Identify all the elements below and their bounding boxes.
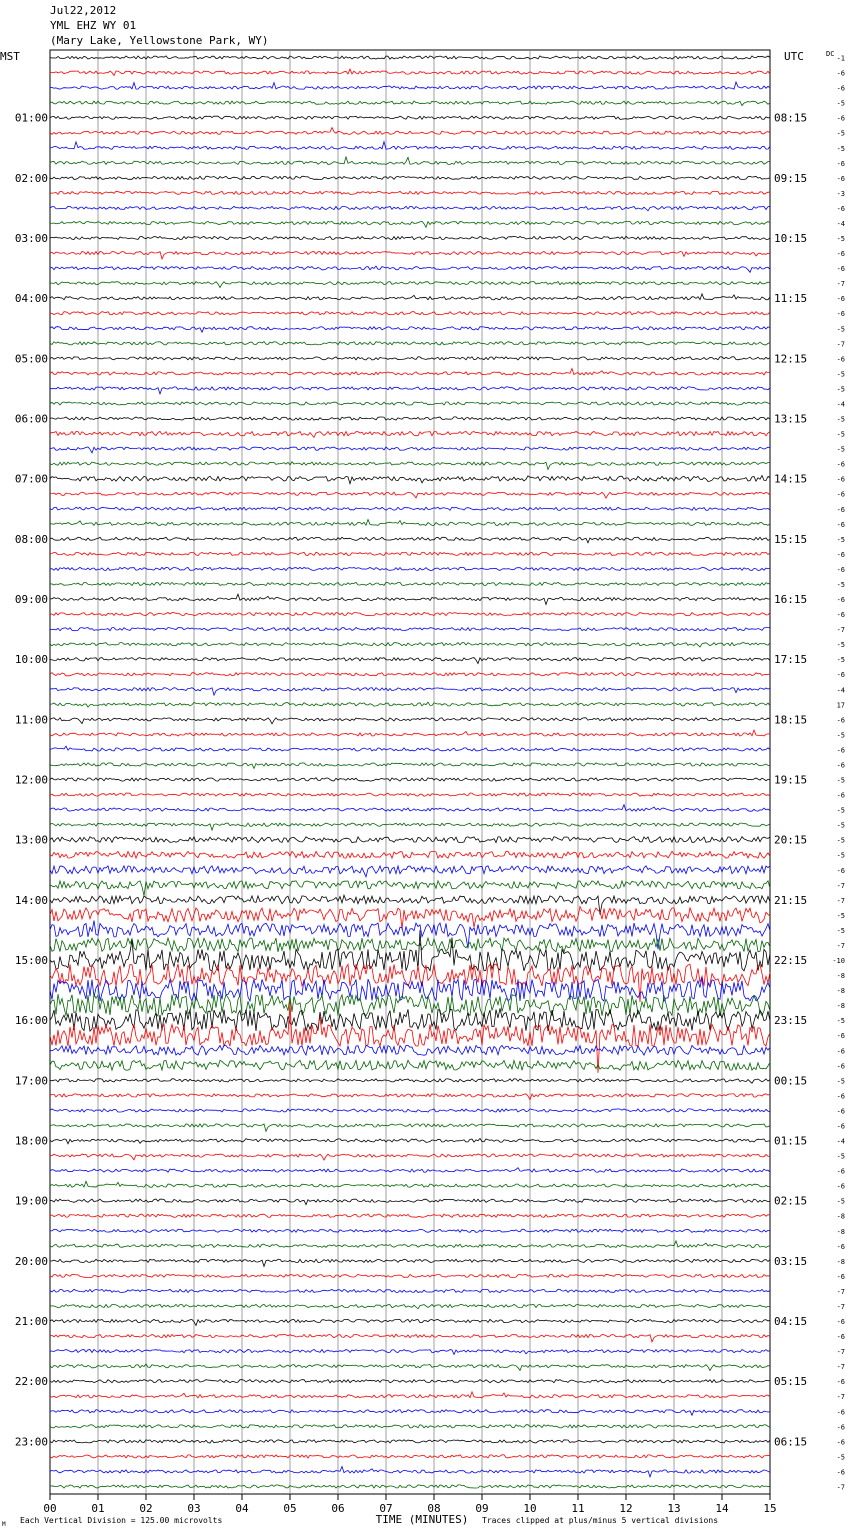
- right-hour-label: 18:15: [774, 713, 808, 727]
- seismic-trace: [50, 805, 770, 812]
- seismic-trace: [50, 866, 770, 877]
- corner-mark: M: [2, 1521, 6, 1528]
- dc-offset-label: -7: [836, 1363, 845, 1372]
- x-tick-label: 09: [475, 1502, 489, 1515]
- dc-offset-label: -6: [836, 1468, 845, 1477]
- dc-offset-label: -6: [836, 1167, 845, 1176]
- seismic-trace: [50, 417, 770, 420]
- x-tick-label: 00: [43, 1502, 57, 1515]
- dc-offset-label: -6: [836, 355, 845, 364]
- x-tick-label: 02: [139, 1502, 153, 1515]
- dc-offset-label: -5: [836, 1077, 845, 1086]
- seismic-trace: [50, 492, 770, 498]
- left-hour-label: 12:00: [14, 773, 48, 787]
- left-hour-label: 04:00: [14, 292, 48, 306]
- dc-offset-label: -5: [836, 851, 845, 860]
- left-hour-label: 07:00: [14, 472, 48, 486]
- right-hour-label: 01:15: [774, 1134, 808, 1148]
- x-tick-label: 04: [235, 1502, 249, 1515]
- dc-offset-label: -5: [836, 731, 845, 740]
- dc-offset-label: -6: [836, 250, 845, 259]
- left-hour-label: 14:00: [14, 893, 48, 907]
- seismic-trace: [50, 1455, 770, 1458]
- dc-offset-label: -6: [836, 1408, 845, 1417]
- dc-offset-label: -5: [836, 235, 845, 244]
- dc-offset-label: -5: [836, 535, 845, 544]
- seismic-trace: [50, 613, 770, 616]
- x-tick-label: 15: [763, 1502, 777, 1515]
- seismic-trace: [50, 1304, 770, 1308]
- dc-offset-label: 17: [836, 701, 845, 710]
- seismic-trace: [50, 537, 770, 543]
- right-hour-label: 14:15: [774, 472, 808, 486]
- left-hour-label: 11:00: [14, 713, 48, 727]
- dc-offset-label: -5: [836, 99, 845, 108]
- seismic-trace: [50, 718, 770, 724]
- seismic-trace: [50, 582, 770, 585]
- dc-offset-label: -6: [836, 791, 845, 800]
- seismic-trace: [50, 402, 770, 405]
- seismic-trace: [50, 369, 770, 376]
- header-date: Jul22,2012: [50, 4, 117, 17]
- right-hour-label: 11:15: [774, 292, 808, 306]
- dc-offset-label: -3: [836, 189, 845, 198]
- dc-label: DC: [826, 50, 835, 58]
- dc-offset-label: -5: [836, 926, 845, 935]
- dc-offset-label: -5: [836, 325, 845, 334]
- left-hour-label: 20:00: [14, 1254, 48, 1268]
- dc-offset-label: -6: [836, 1242, 845, 1251]
- dc-offset-label: -5: [836, 370, 845, 379]
- seismic-trace: [50, 907, 770, 930]
- seismic-trace: [50, 763, 770, 769]
- seismic-trace: [50, 294, 770, 300]
- seismic-trace: [50, 1259, 770, 1266]
- right-hour-label: 22:15: [774, 954, 808, 968]
- dc-offset-label: -5: [836, 1453, 845, 1462]
- left-hour-label: 22:00: [14, 1375, 48, 1389]
- seismic-trace: [50, 823, 770, 830]
- seismic-trace: [50, 236, 770, 239]
- dc-offset-label: -5: [836, 129, 845, 138]
- seismic-trace: [50, 672, 770, 675]
- seismic-trace: [50, 1138, 770, 1143]
- seismic-trace: [50, 266, 770, 272]
- right-hour-label: 13:15: [774, 412, 808, 426]
- seismic-trace: [50, 1181, 770, 1187]
- seismic-trace: [50, 69, 770, 75]
- x-tick-label: 10: [523, 1502, 537, 1515]
- dc-offset-label: -6: [836, 460, 845, 469]
- dc-offset-label: -6: [836, 1333, 845, 1342]
- dc-offset-label: -6: [836, 716, 845, 725]
- dc-offset-label: -6: [836, 114, 845, 123]
- right-hour-label: 06:15: [774, 1435, 808, 1449]
- seismic-trace: [50, 191, 770, 194]
- left-hour-label: 23:00: [14, 1435, 48, 1449]
- seismic-trace: [50, 851, 770, 858]
- seismic-trace: [50, 142, 770, 150]
- right-hour-label: 08:15: [774, 111, 808, 125]
- dc-offset-label: -7: [836, 1483, 845, 1492]
- dc-offset-label: -6: [836, 295, 845, 304]
- x-axis-label: TIME (MINUTES): [375, 1513, 469, 1526]
- dc-offset-label: -5: [836, 580, 845, 589]
- left-hour-label: 09:00: [14, 593, 48, 607]
- header-station: YML EHZ WY 01: [50, 19, 137, 32]
- dc-offset-label: -7: [836, 340, 845, 349]
- dc-offset-label: -6: [836, 761, 845, 770]
- dc-offset-label: -8: [836, 1002, 845, 1011]
- seismic-trace: [50, 594, 770, 604]
- seismic-trace: [50, 82, 770, 89]
- seismic-trace: [50, 1425, 770, 1428]
- left-hour-label: 13:00: [14, 833, 48, 847]
- right-hour-label: 16:15: [774, 593, 808, 607]
- left-hour-label: 21:00: [14, 1315, 48, 1329]
- plot-grid: [50, 50, 770, 1500]
- dc-offset-label: -5: [836, 776, 845, 785]
- seismic-trace: [50, 1229, 770, 1232]
- left-hour-label: 10:00: [14, 653, 48, 667]
- dc-offset-label: -4: [836, 400, 845, 409]
- left-timezone-label: MST: [0, 50, 20, 63]
- dc-offset-label: -7: [836, 1302, 845, 1311]
- x-tick-label: 06: [331, 1502, 345, 1515]
- seismic-trace: [50, 1124, 770, 1131]
- dc-offset-label: -6: [836, 1438, 845, 1447]
- dc-offset-label: -4: [836, 1137, 845, 1146]
- dc-offset-label: -8: [836, 987, 845, 996]
- right-hour-label: 04:15: [774, 1315, 808, 1329]
- seismic-trace: [50, 837, 770, 843]
- dc-offset-label: -7: [836, 280, 845, 289]
- seismic-trace: [50, 1467, 770, 1477]
- right-hour-label: 23:15: [774, 1014, 808, 1028]
- seismic-trace: [50, 552, 770, 555]
- seismic-trace: [50, 628, 770, 631]
- dc-offset-label: -5: [836, 415, 845, 424]
- seismic-trace: [50, 327, 770, 333]
- dc-offset-label: -6: [836, 1032, 845, 1041]
- seismic-trace: [50, 206, 770, 211]
- dc-offset-label: -5: [836, 1152, 845, 1161]
- x-tick-label: 03: [187, 1502, 201, 1515]
- dc-offset-label: -6: [836, 1318, 845, 1327]
- seismic-trace: [50, 702, 770, 707]
- seismic-trace: [50, 157, 770, 165]
- seismic-trace: [50, 1168, 770, 1173]
- dc-offset-label: -6: [836, 69, 845, 78]
- left-hour-label: 19:00: [14, 1194, 48, 1208]
- dc-offset-label: -6: [836, 310, 845, 319]
- right-hour-label: 17:15: [774, 653, 808, 667]
- right-hour-label: 21:15: [774, 893, 808, 907]
- seismic-trace: [50, 921, 770, 950]
- dc-offset-label: -7: [836, 881, 845, 890]
- seismic-trace: [50, 1392, 770, 1398]
- right-hour-label: 03:15: [774, 1254, 808, 1268]
- dc-offset-label: -8: [836, 1212, 845, 1221]
- dc-offset-label: -7: [836, 941, 845, 950]
- dc-offset-label: -5: [836, 836, 845, 845]
- left-hour-label: 02:00: [14, 171, 48, 185]
- dc-offset-label: -5: [836, 1017, 845, 1026]
- footer-clip-note: Traces clipped at plus/minus 5 vertical divisions: [482, 1516, 719, 1525]
- seismic-trace: [50, 1334, 770, 1342]
- dc-offset-label: -7: [836, 1287, 845, 1296]
- dc-offset-label: -6: [836, 505, 845, 514]
- dc-offset-label: -7: [836, 896, 845, 905]
- seismic-trace: [50, 282, 770, 288]
- dc-offset-label: -10: [832, 957, 845, 966]
- dc-offset-label: -5: [836, 911, 845, 920]
- right-hour-label: 00:15: [774, 1074, 808, 1088]
- dc-offset-label: -6: [836, 84, 845, 93]
- left-hour-label: 01:00: [14, 111, 48, 125]
- dc-offset-label: -6: [836, 520, 845, 529]
- seismic-trace: [50, 252, 770, 259]
- dc-offset-label: -4: [836, 219, 845, 228]
- left-hour-label: 03:00: [14, 232, 48, 246]
- left-hour-label: 17:00: [14, 1074, 48, 1088]
- dc-offset-label: -6: [836, 1062, 845, 1071]
- seismic-trace: [50, 1154, 770, 1160]
- right-hour-label: 05:15: [774, 1375, 808, 1389]
- seismic-trace: [50, 730, 770, 736]
- seismic-trace: [50, 688, 770, 695]
- dc-offset-label: -6: [836, 596, 845, 605]
- seismic-trace: [50, 1002, 770, 1073]
- right-hour-label: 15:15: [774, 532, 808, 546]
- dc-offset-label: -6: [836, 565, 845, 574]
- seismic-trace: [50, 1241, 770, 1248]
- x-tick-label: 05: [283, 1502, 297, 1515]
- seismic-trace: [50, 447, 770, 453]
- right-hour-label: 10:15: [774, 232, 808, 246]
- seismic-trace: [50, 312, 770, 315]
- left-hour-label: 16:00: [14, 1014, 48, 1028]
- dc-offset-label: -6: [836, 204, 845, 213]
- x-tick-label: 12: [619, 1502, 633, 1515]
- dc-offset-label: -5: [836, 1197, 845, 1206]
- header-location: (Mary Lake, Yellowstone Park, WY): [50, 34, 269, 47]
- dc-offset-label: -6: [836, 550, 845, 559]
- dc-offset-label: -6: [836, 1092, 845, 1101]
- axis-labels: [0, 50, 845, 1528]
- seismic-trace: [50, 1079, 770, 1083]
- seismic-trace: [50, 881, 770, 896]
- seismic-trace: [50, 176, 770, 179]
- seismic-trace: [50, 342, 770, 345]
- dc-offset-label: -6: [836, 1182, 845, 1191]
- seismic-trace: [50, 476, 770, 484]
- dc-offset-label: -6: [836, 1047, 845, 1056]
- seismic-trace: [50, 1485, 770, 1488]
- seismic-trace: [50, 221, 770, 227]
- right-hour-label: 02:15: [774, 1194, 808, 1208]
- dc-offset-label: -6: [836, 746, 845, 755]
- seismic-trace: [50, 1440, 770, 1443]
- seismic-trace: [50, 1289, 770, 1292]
- seismic-trace: [50, 1274, 770, 1277]
- dc-offset-label: -7: [836, 1393, 845, 1402]
- seismic-trace: [50, 658, 770, 664]
- seismic-trace: [50, 746, 770, 751]
- left-hour-label: 08:00: [14, 532, 48, 546]
- seismic-trace: [50, 462, 770, 470]
- dc-offset-label: -5: [836, 641, 845, 650]
- dc-offset-label: -6: [836, 490, 845, 499]
- seismic-trace: [50, 128, 770, 135]
- seismic-trace: [50, 1214, 770, 1217]
- dc-offset-label: -5: [836, 385, 845, 394]
- seismic-trace: [50, 1380, 770, 1383]
- dc-offset-label: -6: [836, 1272, 845, 1281]
- seismic-trace: [50, 793, 770, 796]
- right-hour-label: 20:15: [774, 833, 808, 847]
- seismic-trace: [50, 101, 770, 106]
- dc-offset-label: -1: [836, 54, 845, 63]
- seismic-trace: [50, 1349, 770, 1354]
- x-tick-label: 11: [571, 1502, 585, 1515]
- right-timezone-label: UTC: [784, 50, 804, 63]
- left-hour-label: 18:00: [14, 1134, 48, 1148]
- dc-offset-label: -4: [836, 686, 845, 695]
- dc-offset-label: -5: [836, 821, 845, 830]
- footer-scale-note: Each Vertical Division = 125.00 microvolts: [20, 1516, 223, 1525]
- x-tick-label: 13: [667, 1502, 681, 1515]
- seismic-trace: [50, 507, 770, 510]
- seismic-trace: [50, 387, 770, 394]
- dc-offset-label: -6: [836, 1378, 845, 1387]
- dc-offset-label: -6: [836, 671, 845, 680]
- seismic-trace: [50, 1199, 770, 1205]
- left-hour-label: 15:00: [14, 954, 48, 968]
- dc-offset-label: -6: [836, 1122, 845, 1131]
- dc-offset-label: -6: [836, 611, 845, 620]
- seismic-traces: [50, 56, 770, 1488]
- x-tick-label: 08: [427, 1502, 441, 1515]
- dc-offset-label: -6: [836, 159, 845, 168]
- left-hour-label: 06:00: [14, 412, 48, 426]
- seismic-trace: [50, 643, 770, 647]
- dc-offset-label: -7: [836, 1348, 845, 1357]
- dc-offset-label: -5: [836, 445, 845, 454]
- x-tick-label: 07: [379, 1502, 393, 1515]
- right-hour-label: 09:15: [774, 171, 808, 185]
- dc-offset-label: -7: [836, 626, 845, 635]
- seismic-trace: [50, 431, 770, 437]
- dc-offset-label: -5: [836, 656, 845, 665]
- dc-offset-label: -8: [836, 972, 845, 981]
- seismic-trace: [50, 778, 770, 781]
- x-tick-label: 14: [715, 1502, 729, 1515]
- dc-offset-label: -6: [836, 475, 845, 484]
- seismic-trace: [50, 1410, 770, 1416]
- dc-offset-label: -5: [836, 430, 845, 439]
- seismic-trace: [50, 357, 770, 360]
- dc-offset-label: -6: [836, 265, 845, 274]
- seismic-trace: [50, 1045, 770, 1055]
- dc-offset-label: -5: [836, 806, 845, 815]
- right-hour-label: 12:15: [774, 352, 808, 366]
- dc-offset-label: -6: [836, 1423, 845, 1432]
- dc-offset-label: -6: [836, 866, 845, 875]
- right-hour-label: 19:15: [774, 773, 808, 787]
- dc-offset-label: -5: [836, 144, 845, 153]
- seismic-trace: [50, 520, 770, 526]
- seismic-trace: [50, 567, 770, 570]
- dc-offset-label: -6: [836, 174, 845, 183]
- seismic-trace: [50, 1364, 770, 1371]
- seismic-trace: [50, 1319, 770, 1325]
- dc-offset-label: -8: [836, 1227, 845, 1236]
- seismic-trace: [50, 1094, 770, 1100]
- seismic-trace: [50, 1060, 770, 1070]
- dc-offset-label: -6: [836, 1107, 845, 1116]
- seismic-trace: [50, 1109, 770, 1112]
- x-tick-label: 01: [91, 1502, 105, 1515]
- seismic-trace: [50, 116, 770, 119]
- left-hour-label: 05:00: [14, 352, 48, 366]
- dc-offset-label: -8: [836, 1257, 845, 1266]
- seismic-trace: [50, 56, 770, 59]
